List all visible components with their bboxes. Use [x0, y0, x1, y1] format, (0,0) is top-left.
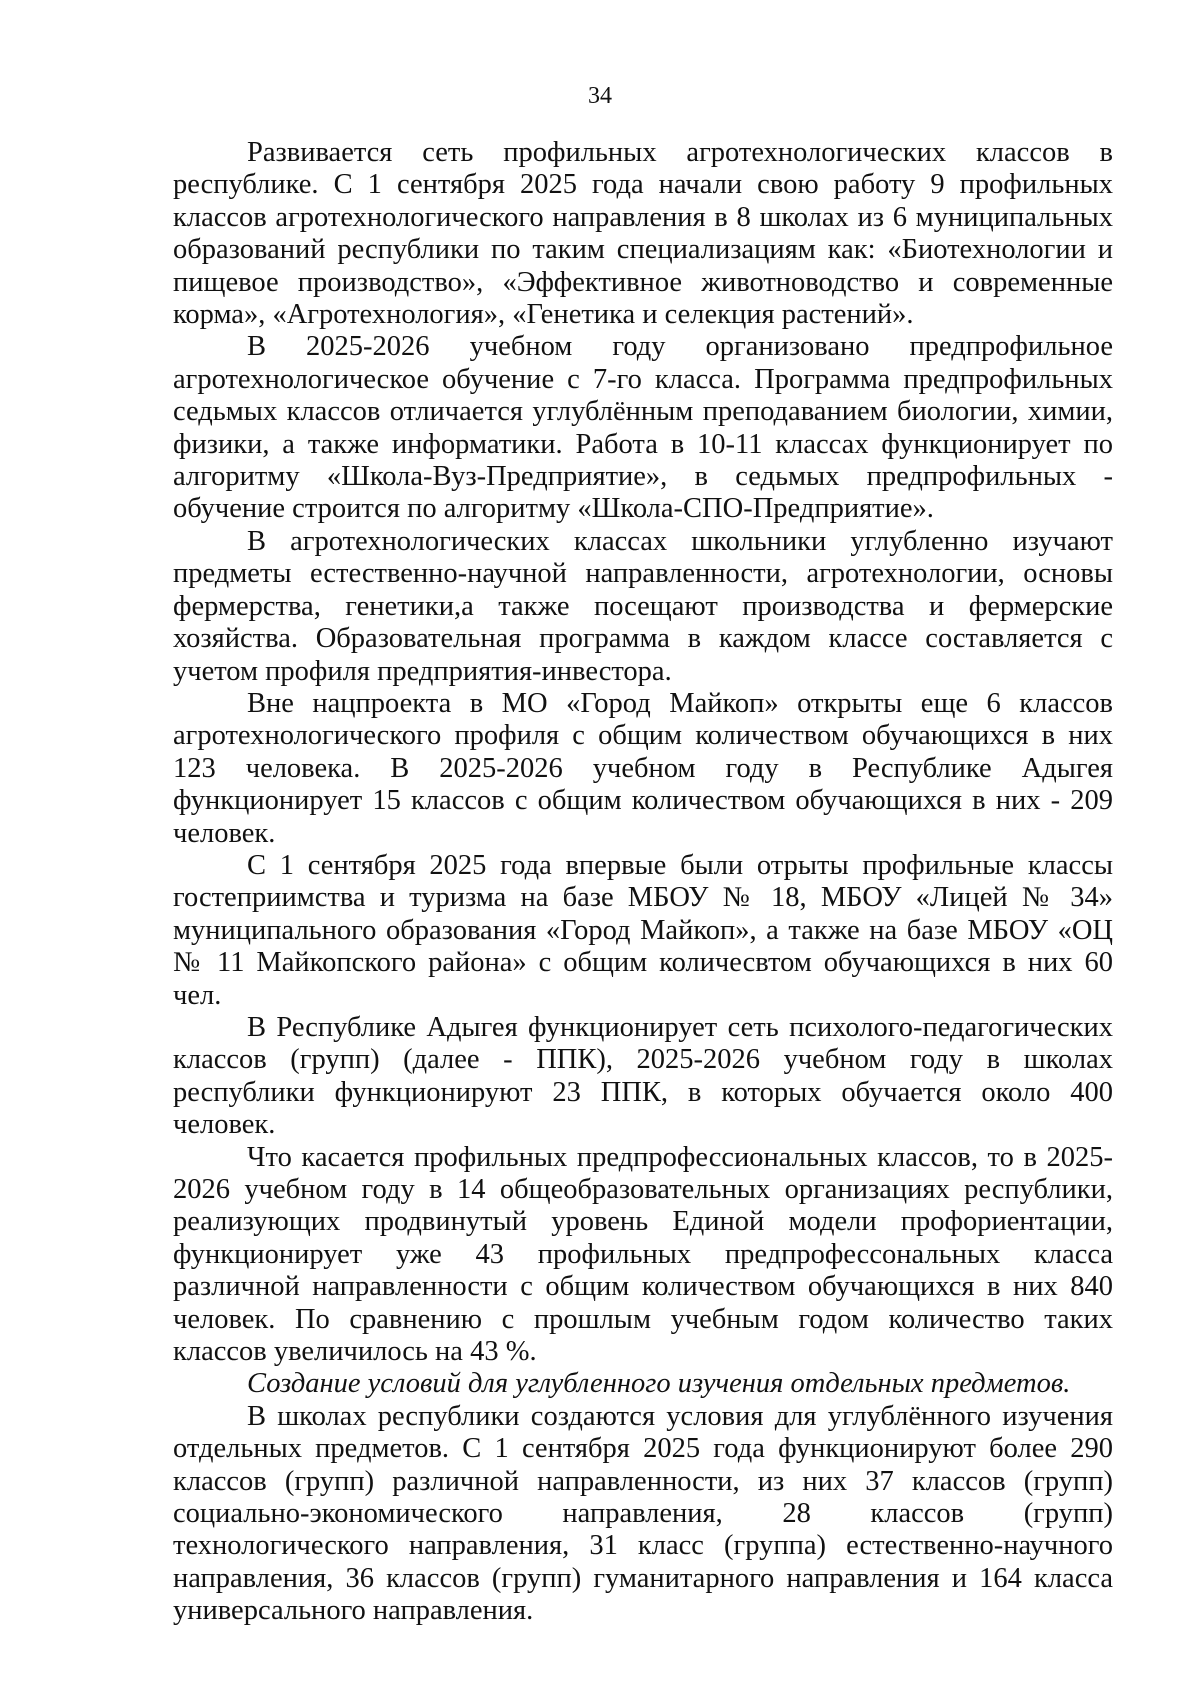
document-body [173, 137, 1113, 1628]
paragraph-tourism-classes: С 1 сентября 2025 года впервые были отрыты профильные классы гостеприимства и туризма на базе МБОУ № 18, МБОУ «Лицей № 34» муниципального образования «Город Майкоп», а также на базе МБОУ «ОЦ № 11 Майкопского района» с общим количесвтом обучающихся в них 60 чел. [173, 849, 1113, 1011]
paragraph-maikop-classes: Вне нацпроекта в МО «Город Майкоп» открыты еще 6 классов агротехнологического профиля с общим количеством обучающихся в них 123 человека. В 2025-2026 учебном году в Республике Адыгея функционирует 15 классов с общим количеством обучающихся в них - 209 человек. [173, 687, 1113, 849]
paragraph-in-depth-study: В школах республики создаются условия для углублённого изучения отдельных предметов. С 1 сентября 2025 года функционируют более 290 классов (групп) различной направленности, из них 37 классов (групп) социально-экономического направления, 28 классов (групп) технологического направления, 31 класс (группа) естественно-научного направления, 36 классов (групп) гуманитарного направления и 164 класса универсального направления. [173, 1400, 1113, 1627]
paragraph-preprofessional-classes: Что касается профильных предпрофессиональных классов, то в 2025-2026 учебном году в 14 общеобразовательных организациях республики, реализующих продвинутый уровень Единой модели профориентации, функционирует уже 43 профильных предпрофессональных класса различной направленности с общим количеством обучающихся в них 840 человек. По сравнению с прошлым учебным годом количество таких классов увеличилось на 43 %. [173, 1141, 1113, 1368]
paragraph-psych-ped-classes: В Республике Адыгея функционирует сеть психолого-педагогических классов (групп) (далее - ППК), 2025-2026 учебном году в школах республики функционируют 23 ППК, в которых обучается около 400 человек. [173, 1011, 1113, 1141]
paragraph-agrotech-subjects: В агротехнологических классах школьники углубленно изучают предметы естественно-научной направленности, агротехнологии, основы фермерства, генетики,а также посещают производства и фермерские хозяйства. Образовательная программа в каждом классе составляется с учетом профиля предприятия-инвестора. [173, 525, 1113, 687]
paragraph-preprofile-training: В 2025-2026 учебном году организовано предпрофильное агротехнологическое обучение с 7-го класса. Программа предпрофильных седьмых классов отличается углублённым преподаванием биологии, химии, физики, а также информатики. Работа в 10-11 классах функционирует по алгоритму «Школа-Вуз-Предприятие», в седьмых предпрофильных - обучение строится по алгоритму «Школа-СПО-Предприятие». [173, 331, 1113, 525]
section-heading: Создание условий для углубленного изучения отдельных предметов. [247, 1368, 1071, 1400]
page-number: 34 [588, 83, 612, 109]
paragraph-agrotech-network: Развивается сеть профильных агротехнологических классов в республике. С 1 сентября 2025 года начали свою работу 9 профильных классов агротехнологического направления в 8 школах из 6 муниципальных образований республики по таким специализациям как: «Биотехнологии и пищевое производство», «Эффективное животноводство и современные корма», «Агротехнология», «Генетика и селекция растений». [173, 137, 1113, 331]
